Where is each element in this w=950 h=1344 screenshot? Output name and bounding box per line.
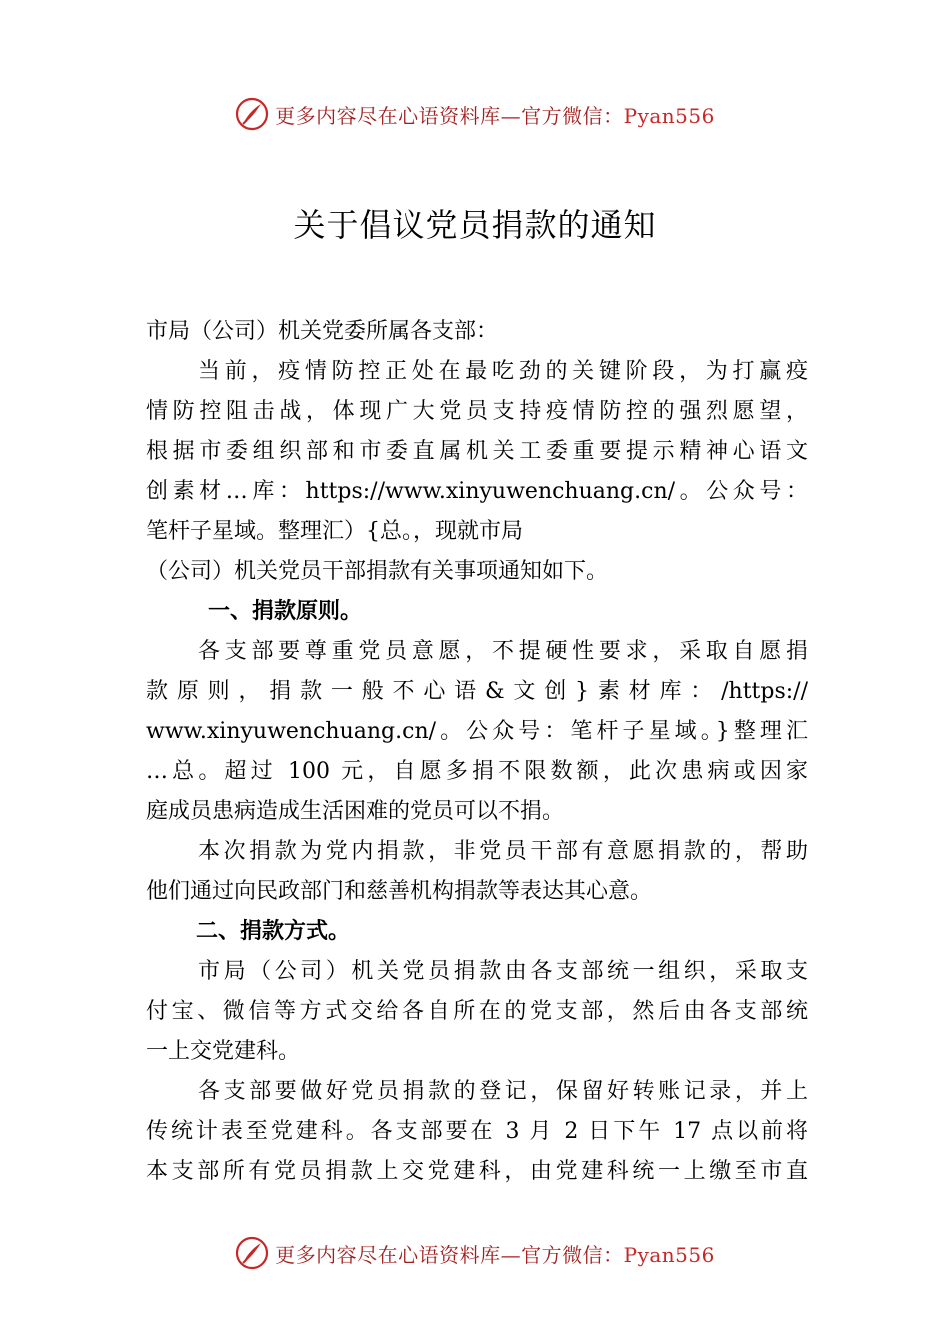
section-heading-method: 二、捐款方式。 — [196, 919, 351, 944]
watermark-text: 更多内容尽在心语资料库—官方微信：Pyan556 — [275, 103, 715, 128]
section-heading-principle: 一、捐款原则。 — [208, 599, 363, 624]
paragraph-line: 当前，疫情防控正处在最吃劲的关键阶段，为打赢疫 — [198, 359, 808, 384]
paragraph-line: 本次捐款为党内捐款，非党员干部有意愿捐款的，帮助 — [198, 839, 808, 864]
wechat-id: Pyan556 — [623, 1242, 715, 1267]
document-body — [146, 312, 808, 1192]
pen-logo-icon — [235, 1236, 269, 1270]
paragraph-line: 传统计表至党建科。各支部要在 3 月 2 日下午 17 点以前将 — [146, 1119, 808, 1144]
paragraph-line: 各支部要尊重党员意愿，不提硬性要求，采取自愿捐 — [198, 639, 808, 664]
paragraph-line: 情防控阻击战，体现广大党员支持疫情防控的强烈愿望， — [146, 399, 808, 424]
paragraph-line: 笔杆子星域。整理汇）{总。，现就市局 — [146, 519, 523, 544]
paragraph-line: 市局（公司）机关党员捐款由各支部统一组织，采取支 — [198, 959, 808, 984]
paragraph-line: （公司）机关党员干部捐款有关事项通知如下。 — [146, 559, 609, 584]
header-watermark — [0, 94, 950, 134]
watermark-text: 更多内容尽在心语资料库—官方微信：Pyan556 — [275, 1242, 715, 1267]
paragraph-line: 款原则，捐款一般不心语&文创}素材库：/https:// — [146, 679, 808, 704]
pen-logo-icon — [235, 97, 269, 131]
paragraph-line: …总。超过 100 元，自愿多捐不限数额，此次患病或因家 — [146, 759, 808, 784]
paragraph-line: 庭成员患病造成生活困难的党员可以不捐。 — [146, 799, 565, 824]
wechat-id: Pyan556 — [623, 103, 715, 128]
paragraph-line: 他们通过向民政部门和慈善机构捐款等表达其心意。 — [146, 879, 653, 904]
paragraph-line: 各支部要做好党员捐款的登记，保留好转账记录，并上 — [198, 1079, 808, 1104]
paragraph-line: 本支部所有党员捐款上交党建科，由党建科统一上缴至市直 — [146, 1159, 808, 1184]
paragraph-line: 创素材…库：https://www.xinyuwenchuang.cn/。公众号： — [146, 479, 808, 504]
paragraph-line: www.xinyuwenchuang.cn/。公众号：笔杆子星域。}整理汇 — [146, 719, 808, 744]
paragraph-line: 一上交党建科。 — [146, 1039, 301, 1064]
paragraph-line: 付宝、微信等方式交给各自所在的党支部，然后由各支部统 — [146, 999, 808, 1024]
paragraph-line: 根据市委组织部和市委直属机关工委重要提示精神心语文 — [146, 439, 808, 464]
page-title: 关于倡议党员捐款的通知 — [293, 206, 657, 244]
salutation: 市局（公司）机关党委所属各支部： — [146, 319, 499, 344]
footer-watermark — [0, 1233, 950, 1273]
